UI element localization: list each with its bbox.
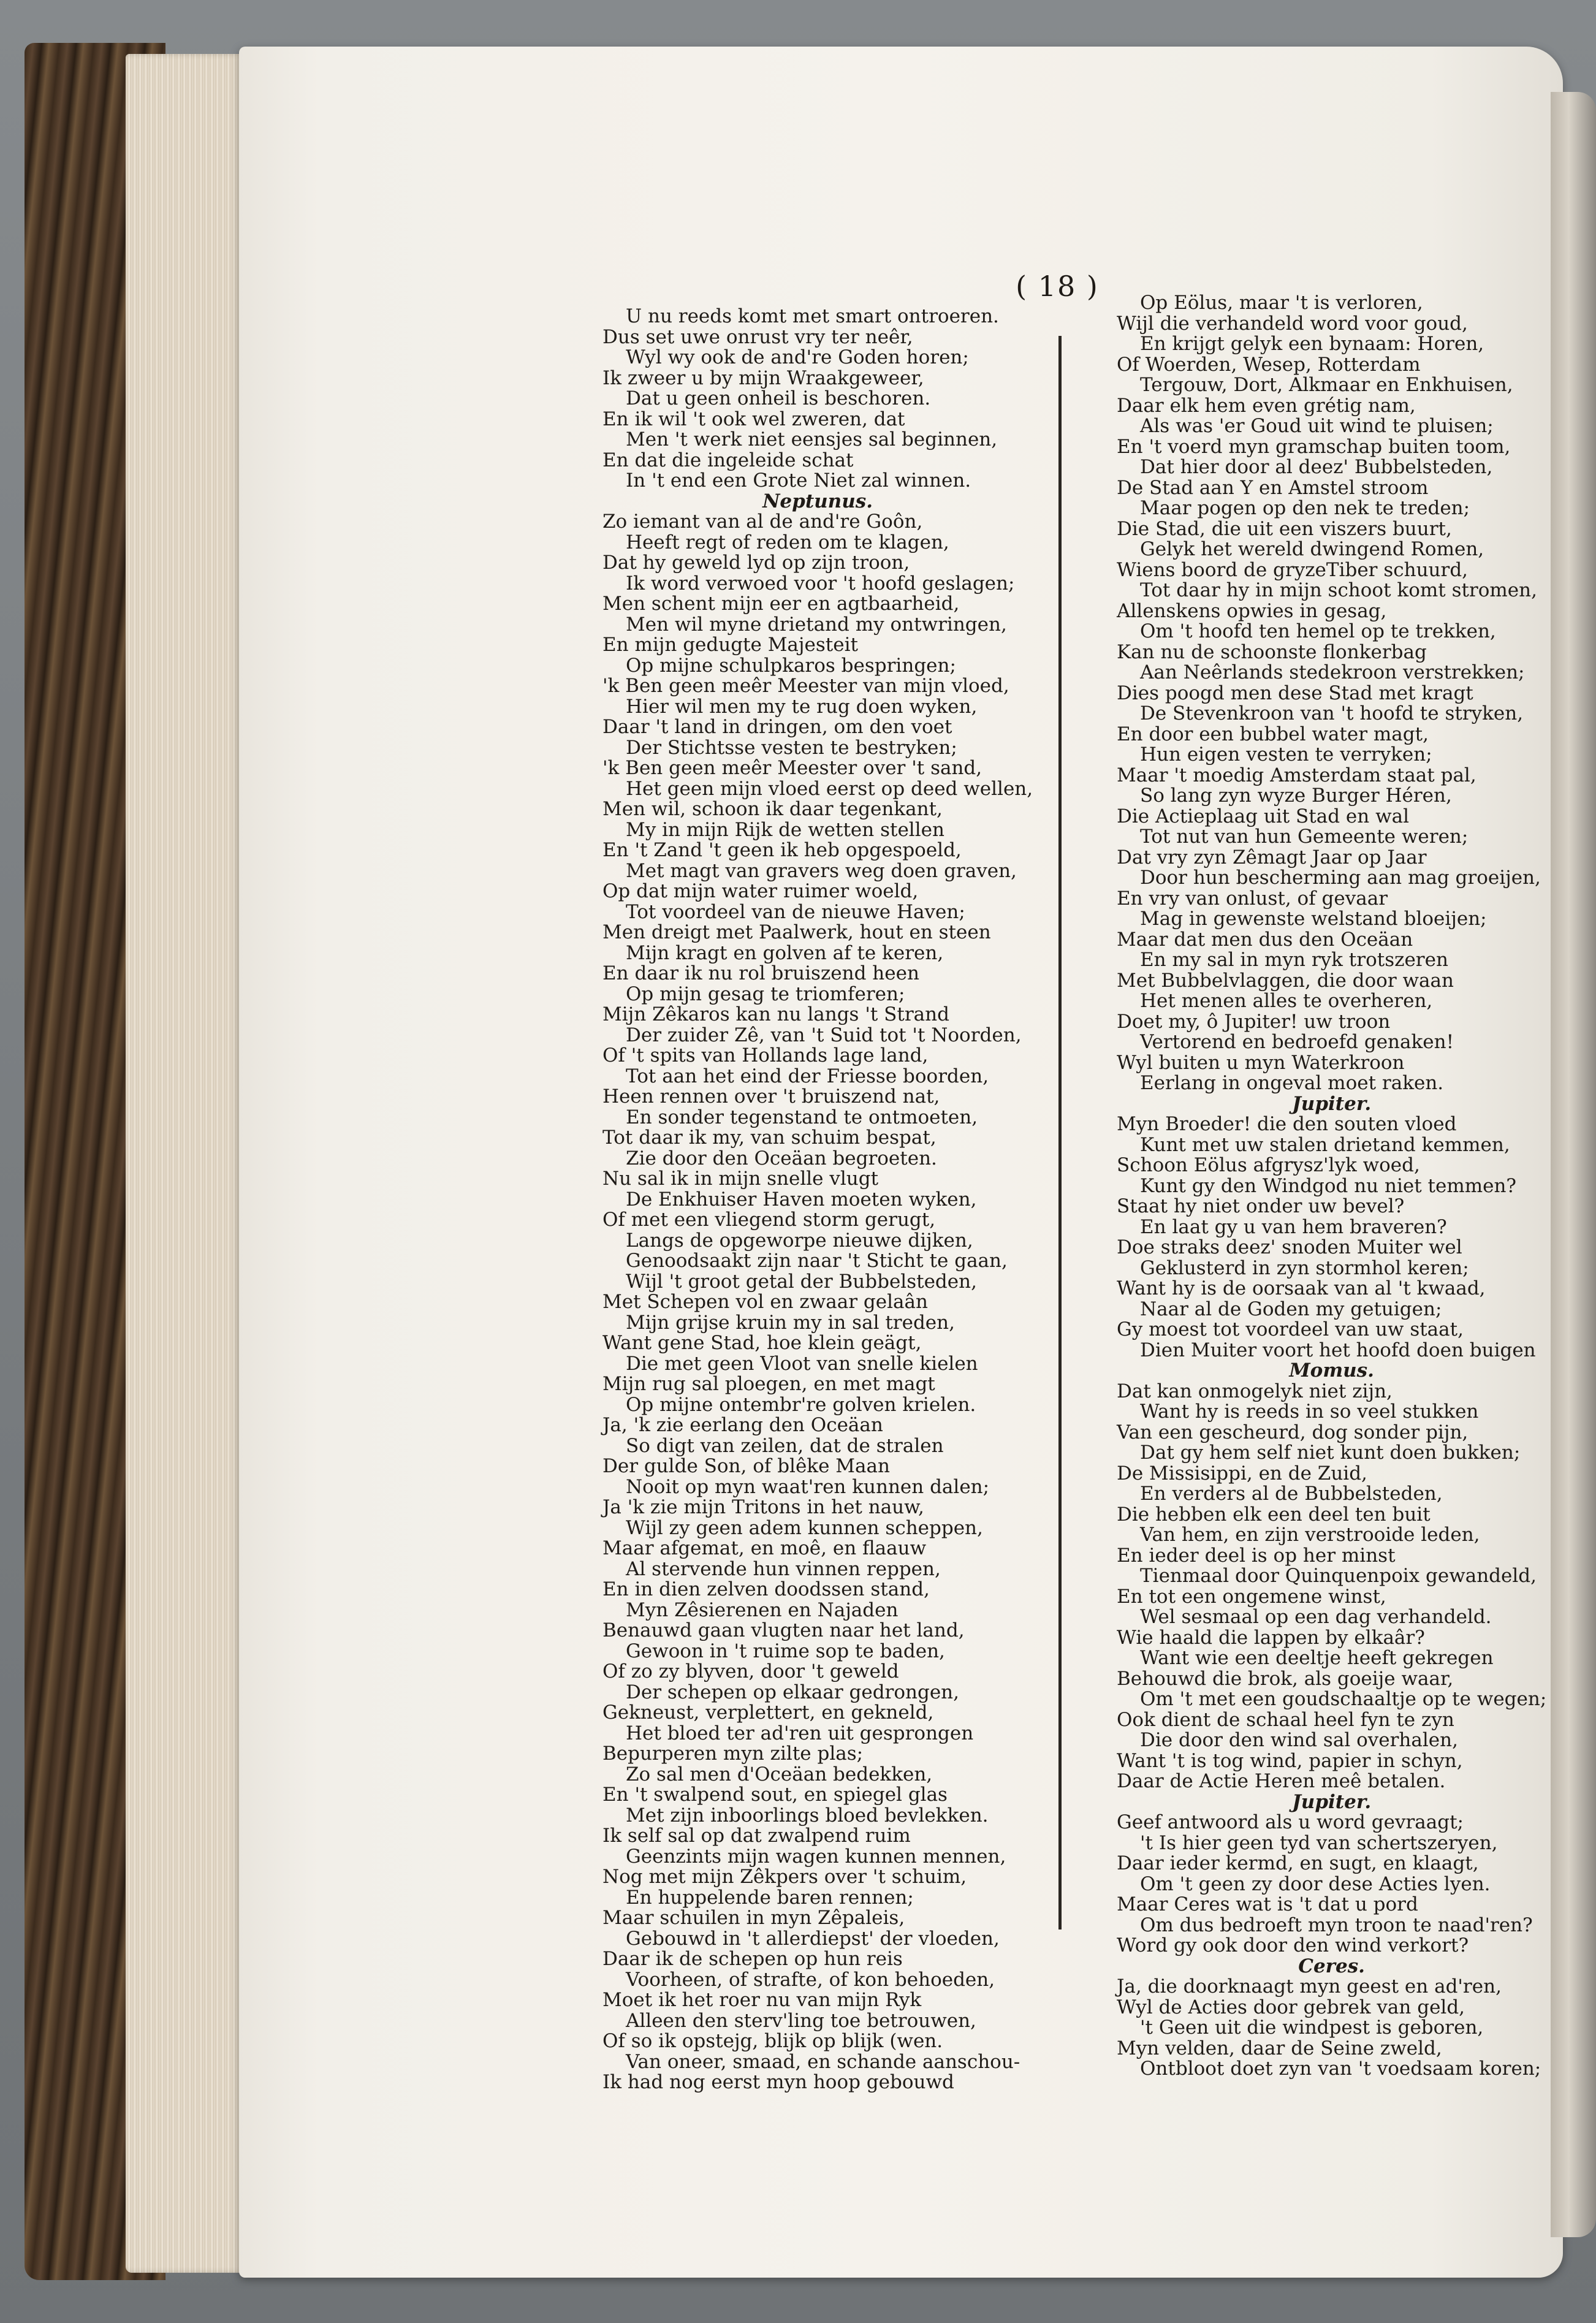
verse-line: Daar 't land in dringen, om den voet <box>602 716 952 738</box>
verse-line: Allenskens opwies in gesag, <box>1117 599 1387 622</box>
verse-line: Of met een vliegend storm gerugt, <box>602 1209 936 1231</box>
verse-line: Men wil myne drietand my ontwringen, <box>626 613 1007 636</box>
speaker-heading: Momus. <box>1289 1359 1374 1382</box>
verse-line: Die Stad, die uit een viszers buurt, <box>1117 517 1452 540</box>
verse-line: Alleen den sterv'ling toe betrouwen, <box>626 2009 976 2032</box>
verse-line: Want hy is de oorsaak van al 't kwaad, <box>1117 1277 1486 1299</box>
verse-line: Hun eigen vesten te verryken; <box>1140 743 1432 766</box>
verse-line: Wijl 't groot getal der Bubbelsteden, <box>626 1270 977 1293</box>
verse-line: Dat kan onmogelyk niet zijn, <box>1117 1380 1393 1402</box>
verse-line: En door een bubbel water magt, <box>1117 723 1429 745</box>
verse-line: Het geen mijn vloed eerst op deed wellen, <box>626 777 1033 800</box>
verse-line: Om 't geen zy door dese Acties lyen. <box>1140 1872 1491 1895</box>
verse-line: Kunt met uw stalen drietand kemmen, <box>1140 1133 1510 1156</box>
verse-line: In 't end een Grote Niet zal winnen. <box>626 470 971 492</box>
verse-line: Ook dient de schaal heel fyn te zyn <box>1117 1708 1454 1731</box>
verse-line: Naar al de Goden my getuigen; <box>1140 1298 1442 1320</box>
verse-line: So digt van zeilen, dat de stralen <box>626 1434 944 1457</box>
verse-line: Gebouwd in 't allerdiepst' der vloeden, <box>626 1927 1000 1950</box>
verse-line: Myn Zêsierenen en Najaden <box>626 1599 899 1621</box>
verse-line: Der zuider Zê, van 't Suid tot 't Noorden, <box>626 1024 1022 1046</box>
verse-line: Tot aan het eind der Friesse boorden, <box>626 1065 989 1087</box>
verse-line: Ik self sal op dat zwalpend ruim <box>602 1825 911 1847</box>
verse-line: My in mijn Rijk de wetten stellen <box>626 818 944 841</box>
verse-line: Met Bubbelvlaggen, die door waan <box>1117 969 1454 992</box>
verse-line: Der Stichtsse vesten te bestryken; <box>626 736 957 759</box>
verse-line: Maar schuilen in myn Zêpaleis, <box>602 1907 905 1929</box>
verse-line: Ik had nog eerst myn hoop gebouwd <box>602 2071 954 2093</box>
verse-line: Dat hy geweld lyd op zijn troon, <box>602 552 910 574</box>
verse-line: Myn velden, daar de Seine zweld, <box>1117 2037 1442 2059</box>
verse-line: Tot daar hy in mijn schoot komt stromen, <box>1140 579 1537 601</box>
verse-line: En krijgt gelyk een bynaam: Horen, <box>1140 333 1484 355</box>
verse-line: Wijl zy geen adem kunnen scheppen, <box>626 1516 983 1539</box>
verse-line: Word gy ook door den wind verkort? <box>1117 1934 1469 1956</box>
verse-line: Gelyk het wereld dwingend Romen, <box>1140 538 1484 560</box>
verse-line: Daar ik de schepen op hun reis <box>602 1948 903 1970</box>
speaker-heading: Jupiter. <box>1292 1790 1372 1813</box>
verse-line: Geef antwoord als u word gevraagt; <box>1117 1811 1464 1833</box>
verse-line: Of Woerden, Wesep, Rotterdam <box>1117 353 1421 376</box>
verse-line: Tot voordeel van de nieuwe Haven; <box>626 900 965 923</box>
verse-line: Ik word verwoed voor 't hoofd geslagen; <box>626 572 1015 595</box>
verse-line: Nu sal ik in mijn snelle vlugt <box>602 1168 879 1190</box>
verse-line: Dus set uwe onrust vry ter neêr, <box>602 325 913 348</box>
verse-line: Of so ik opstejg, blijk op blijk (wen. <box>602 2030 943 2052</box>
verse-line: 'k Ben geen meêr Meester van mijn vloed, <box>602 675 1009 697</box>
verse-line: Aan Neêrlands stedekroon verstrekken; <box>1140 661 1525 683</box>
verse-line: Men dreigt met Paalwerk, hout en steen <box>602 921 991 943</box>
verse-line: Ja 'k zie mijn Tritons in het nauw, <box>602 1496 924 1518</box>
left-text-column <box>602 306 1033 2093</box>
verse-line: Hier wil men my te rug doen wyken, <box>626 695 978 718</box>
verse-line: Maar afgemat, en moê, en flaauw <box>602 1537 927 1559</box>
verse-line: Genoodsaakt zijn naar 't Sticht te gaan, <box>626 1250 1008 1272</box>
verse-line: Heeft regt of reden om te klagen, <box>626 531 949 553</box>
verse-line: Wijl die verhandeld word voor goud, <box>1117 312 1468 335</box>
verse-line: Der schepen op elkaar gedrongen, <box>626 1681 959 1703</box>
verse-line: Doe straks deez' snoden Muiter wel <box>1117 1236 1462 1258</box>
verse-line: Op Eölus, maar 't is verloren, <box>1140 292 1423 314</box>
verse-line: De Missisippi, en de Zuid, <box>1117 1462 1367 1485</box>
verse-line: Op dat mijn water ruimer woeld, <box>602 880 919 902</box>
verse-line: Het bloed ter ad'ren uit gesprongen <box>626 1722 974 1744</box>
verse-line: Die met geen Vloot van snelle kielen <box>626 1352 978 1375</box>
verse-line: En laat gy u van hem braveren? <box>1140 1215 1447 1238</box>
verse-line: Op mijne ontembr're golven krielen. <box>626 1393 976 1416</box>
page-number: ( 18 ) <box>1016 270 1099 303</box>
verse-line: Maar 't moedig Amsterdam staat pal, <box>1117 764 1476 786</box>
verse-line: Tienmaal door Quinquenpoix gewandeld, <box>1140 1565 1537 1587</box>
verse-line: Met zijn inboorlings bloed bevlekken. <box>626 1804 989 1827</box>
verse-line: Ontbloot doet zyn van 't voedsaam koren; <box>1140 2058 1541 2080</box>
verse-line: Myn Broeder! die den souten vloed <box>1117 1113 1457 1135</box>
verse-line: Om 't hoofd ten hemel op te trekken, <box>1140 620 1496 642</box>
verse-line: Men 't werk niet eensjes sal beginnen, <box>626 428 998 451</box>
verse-line: Of zo zy blyven, door 't geweld <box>602 1660 899 1682</box>
verse-line: En mijn gedugte Majesteit <box>602 634 858 656</box>
verse-line: Men wil, schoon ik daar tegenkant, <box>602 798 943 820</box>
verse-line: Ja, die doorknaagt myn geest en ad'ren, <box>1117 1975 1502 1998</box>
verse-line: De Stevenkroon van 't hoofd te stryken, <box>1140 702 1524 724</box>
facing-page-edge <box>1551 92 1596 2237</box>
verse-line: Nooit op myn waat'ren kunnen dalen; <box>626 1475 990 1498</box>
verse-line: En dat die ingeleide schat <box>602 449 854 471</box>
verse-line: Staat hy niet onder uw bevel? <box>1117 1195 1405 1217</box>
verse-line: Benauwd gaan vlugten naar het land, <box>602 1619 965 1641</box>
verse-line: Dat hier door al deez' Bubbelsteden, <box>1140 456 1493 478</box>
verse-line: Zo sal men d'Oceäan bedekken, <box>626 1763 933 1785</box>
verse-line: Mijn Zêkaros kan nu langs 't Strand <box>602 1003 949 1025</box>
verse-line: Want hy is reeds in so veel stukken <box>1140 1401 1479 1423</box>
verse-line: En 't Zand 't geen ik heb opgespoeld, <box>602 839 962 861</box>
right-text-column <box>1117 293 1546 2080</box>
verse-line: Dien Muiter voort het hoofd doen buigen <box>1140 1339 1536 1361</box>
verse-line: Ik zweer u by mijn Wraakgeweer, <box>602 367 924 389</box>
verse-line: Wel sesmaal op een dag verhandeld. <box>1140 1606 1492 1628</box>
verse-line: Mijn grijse kruin my in sal treden, <box>626 1311 955 1334</box>
speaker-heading: Ceres. <box>1298 1955 1365 1977</box>
verse-line: Of 't spits van Hollands lage land, <box>602 1044 929 1066</box>
verse-line: En tot een ongemene winst, <box>1117 1585 1386 1608</box>
verse-line: Men schent mijn eer en agtbaarheid, <box>602 593 960 615</box>
verse-line: Maar dat men dus den Oceäan <box>1117 928 1413 951</box>
verse-line: Wyl wy ook de and're Goden horen; <box>626 346 969 368</box>
verse-line: Met Schepen vol en zwaar gelaân <box>602 1291 928 1313</box>
verse-line: Doet my, ô Jupiter! uw troon <box>1117 1010 1391 1033</box>
verse-line: Heen rennen over 't bruiszend nat, <box>602 1085 940 1108</box>
verse-line: Gy moest tot voordeel van uw staat, <box>1117 1318 1464 1340</box>
verse-line: Schoon Eölus afgrysz'lyk woed, <box>1117 1154 1420 1176</box>
verse-line: U nu reeds komt met smart ontroeren. <box>626 305 999 327</box>
verse-line: En verders al de Bubbelsteden, <box>1140 1483 1443 1505</box>
verse-line: Geenzints mijn wagen kunnen mennen, <box>626 1845 1006 1868</box>
verse-line: Wiens boord de gryzeTiber schuurd, <box>1117 558 1469 581</box>
verse-line: Daar elk hem even grétig nam, <box>1117 394 1416 417</box>
verse-line: Vertorend en bedroefd genaken! <box>1140 1031 1454 1053</box>
verse-line: Als was 'er Goud uit wind te pluisen; <box>1140 415 1494 437</box>
verse-line: Daar de Actie Heren meê betalen. <box>1117 1770 1446 1792</box>
verse-line: Voorheen, of strafte, of kon behoeden, <box>626 1968 995 1991</box>
verse-line: En my sal in myn ryk trotszeren <box>1140 949 1448 971</box>
verse-line: Tot nut van hun Gemeente weren; <box>1140 826 1469 848</box>
verse-line: Moet ik het roer nu van mijn Ryk <box>602 1989 922 2011</box>
verse-line: Zie door den Oceäan begroeten. <box>626 1147 937 1169</box>
verse-line: Het menen alles te overheren, <box>1140 990 1433 1012</box>
verse-line: Tergouw, Dort, Alkmaar en Enkhuisen, <box>1140 374 1513 396</box>
verse-line: So lang zyn wyze Burger Héren, <box>1140 785 1452 807</box>
verse-line: De Enkhuiser Haven moeten wyken, <box>626 1188 977 1211</box>
verse-line: Met magt van gravers weg doen graven, <box>626 859 1017 882</box>
verse-line: Maar Ceres wat is 't dat u pord <box>1117 1893 1418 1915</box>
column-divider <box>1058 336 1062 1929</box>
verse-line: Mag in gewenste welstand bloeijen; <box>1140 908 1487 930</box>
verse-line: En huppelende baren rennen; <box>626 1886 914 1909</box>
verse-line: En sonder tegenstand te ontmoeten, <box>626 1106 978 1128</box>
verse-line: Dat u geen onheil is beschoren. <box>626 387 931 409</box>
verse-line: Kan nu de schoonste flonkerbag <box>1117 641 1427 663</box>
verse-line: En vry van onlust, of gevaar <box>1117 887 1388 910</box>
verse-line: Kunt gy den Windgod nu niet temmen? <box>1140 1174 1517 1197</box>
speaker-heading: Jupiter. <box>1292 1092 1372 1115</box>
verse-line: Maar pogen op den nek te treden; <box>1140 497 1470 519</box>
verse-line: Wyl de Acties door gebrek van geld, <box>1117 1996 1465 2018</box>
verse-line: Der gulde Son, of blêke Maan <box>602 1455 890 1477</box>
verse-line: Om 't met een goudschaaltje op te wegen; <box>1140 1688 1547 1710</box>
verse-line: Van een gescheurd, dog sonder pijn, <box>1117 1421 1469 1443</box>
verse-line: Op mijn gesag te triomferen; <box>626 983 905 1005</box>
verse-line: En ik wil 't ook wel zweren, dat <box>602 408 905 430</box>
verse-line: Dies poogd men dese Stad met kragt <box>1117 682 1473 704</box>
verse-line: Want 't is tog wind, papier in schyn, <box>1117 1749 1463 1772</box>
verse-line: Dat vry zyn Zêmagt Jaar op Jaar <box>1117 846 1427 869</box>
verse-line: 't Geen uit die windpest is geboren, <box>1140 2017 1484 2039</box>
verse-line: En 't voerd myn gramschap buiten toom, <box>1117 435 1511 458</box>
verse-line: Van oneer, smaad, en schande aanschou- <box>626 2050 1020 2073</box>
verse-line: Langs de opgeworpe nieuwe dijken, <box>626 1229 973 1252</box>
verse-line: Behouwd die brok, als goeije waar, <box>1117 1667 1454 1690</box>
verse-line: Wyl buiten u myn Waterkroon <box>1117 1051 1405 1074</box>
verse-line: Die Actieplaag uit Stad en wal <box>1117 805 1410 827</box>
verse-line: Op mijne schulpkaros bespringen; <box>626 654 956 677</box>
verse-line: 't Is hier geen tyd van schertszeryen, <box>1140 1831 1498 1854</box>
verse-line: Zo iemant van al de and're Goôn, <box>602 511 923 533</box>
verse-line: Die door den wind sal overhalen, <box>1140 1729 1458 1751</box>
verse-line: Al stervende hun vinnen reppen, <box>626 1557 941 1580</box>
verse-line: En daar ik nu rol bruiszend heen <box>602 962 919 984</box>
verse-line: Dat gy hem self niet kunt doen bukken; <box>1140 1442 1521 1464</box>
verse-line: Nog met mijn Zêkpers over 't schuim, <box>602 1866 967 1888</box>
verse-line: Want wie een deeltje heeft gekregen <box>1140 1647 1494 1669</box>
verse-line: Door hun bescherming aan mag groeijen, <box>1140 867 1541 889</box>
verse-line: Die hebben elk een deel ten buit <box>1117 1503 1431 1526</box>
verse-line: En in dien zelven doodssen stand, <box>602 1578 930 1600</box>
verse-line: Eerlang in ongeval moet raken. <box>1140 1072 1444 1094</box>
verse-line: De Stad aan Y en Amstel stroom <box>1117 476 1429 499</box>
verse-line: Tot daar ik my, van schuim bespat, <box>602 1127 937 1149</box>
verse-line: En 't swalpend sout, en spiegel glas <box>602 1784 948 1806</box>
verse-line: Gewoon in 't ruime sop te baden, <box>626 1640 945 1662</box>
verse-line: Ja, 'k zie eerlang den Oceäan <box>602 1414 883 1436</box>
verse-line: Wie haald die lappen by elkaâr? <box>1117 1626 1425 1649</box>
verse-line: Want gene Stad, hoe klein geägt, <box>602 1332 922 1354</box>
verse-line: Gekneust, verplettert, en gekneld, <box>602 1701 934 1724</box>
verse-line: Van hem, en zijn verstrooide leden, <box>1140 1524 1480 1546</box>
verse-line: Geklusterd in zyn stormhol keren; <box>1140 1257 1469 1279</box>
verse-line: En ieder deel is op her minst <box>1117 1544 1396 1567</box>
verse-line: 'k Ben geen meêr Meester over 't sand, <box>602 757 982 779</box>
verse-line: Daar ieder kermd, en sugt, en klaagt, <box>1117 1852 1479 1874</box>
verse-line: Mijn rug sal ploegen, en met magt <box>602 1373 935 1395</box>
speaker-heading: Neptunus. <box>762 490 873 512</box>
verse-line: Om dus bedroeft myn troon te naad'ren? <box>1140 1914 1533 1936</box>
verse-line: Mijn kragt en golven af te keren, <box>626 941 944 964</box>
verse-line: Bepurperen myn zilte plas; <box>602 1743 864 1765</box>
